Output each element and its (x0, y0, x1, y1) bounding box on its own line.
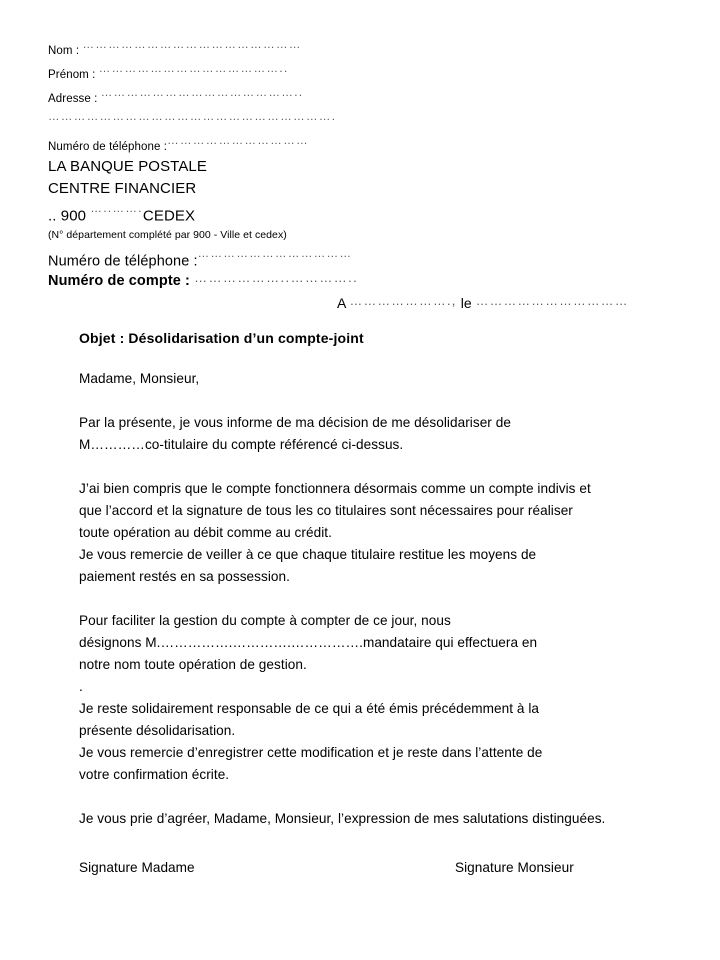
sender-name-line (48, 36, 348, 60)
sender-name-label: Nom : (48, 45, 80, 57)
account-number-line (48, 270, 358, 289)
paragraph-decision-line-1: Par la présente, je vous informe de ma décision de me désolidariser de (79, 415, 511, 430)
account-number-label: Numéro de compte : (48, 273, 190, 289)
sender-address-fill[interactable]: ……………………………………….. (100, 87, 304, 99)
recipient-phone-line (48, 244, 448, 273)
paragraph-mandataire-line-1: Pour faciliter la gestion du compte à compter de ce jour, nous (79, 613, 451, 628)
sender-address-line (48, 84, 348, 108)
paragraph-responsabilite-line-4: votre confirmation écrite. (79, 767, 230, 782)
date-prefix: le (460, 295, 472, 311)
sender-identity-block (48, 36, 348, 156)
account-number-fill[interactable]: ………………..………….. (194, 270, 359, 285)
subject-line: Objet : Désolidarisation d’un compte-joint (79, 330, 364, 346)
closing-text: Je vous prie d’agréer, Madame, Monsieur, l’expression de mes salutations distinguées. (79, 811, 606, 826)
sender-phone-line (48, 132, 348, 156)
sender-name-fill[interactable]: …………………………………………… (82, 39, 302, 51)
recipient-phone-label: Numéro de téléphone : (48, 253, 198, 270)
paragraph-mandataire-line-3: notre nom toute opération de gestion. (79, 657, 307, 672)
paragraph-decision (79, 412, 691, 456)
paragraph-responsabilite-line-1: Je reste solidairement responsable de ce qui a été émis précédemment à la (79, 701, 540, 716)
sender-firstname-label: Prénom : (48, 69, 96, 81)
recipient-phone-fill[interactable]: ……………………………… (197, 248, 353, 260)
recipient-cedex-line (48, 199, 448, 227)
sender-firstname-line (48, 60, 348, 84)
place-and-date-line (337, 294, 629, 311)
place-fill[interactable]: …………………., (349, 294, 457, 308)
paragraph-decision-line-2: M…………co-titulaire du compte référencé ci-dessus. (79, 437, 404, 452)
paragraph-indivis-line-5: paiement restés en sa possession. (79, 569, 290, 584)
signature-madame-label: Signature Madame (79, 860, 195, 875)
sender-address-label: Adresse : (48, 93, 98, 105)
recipient-cedex-suffix: CEDEX (142, 207, 196, 225)
paragraph-responsabilite-line-2: présente désolidarisation. (79, 723, 236, 738)
sender-firstname-fill[interactable]: …………………………………….. (98, 63, 289, 75)
paragraph-responsabilite (79, 698, 691, 786)
recipient-address-block (48, 156, 448, 273)
paragraph-responsabilite-line-3: Je vous remercie d’enregistrer cette modification et je reste dans l’attente de (79, 745, 543, 760)
stray-period: . (79, 679, 83, 694)
paragraph-indivis-line-4: Je vous remercie de veiller à ce que chaque titulaire restitue les moyens de (79, 547, 537, 562)
recipient-department-note: (N° département complété par 900 - Ville et cedex) (48, 229, 287, 241)
sender-address-line-2 (48, 108, 348, 132)
sender-phone-fill[interactable]: …………………………… (167, 135, 309, 147)
recipient-name-line-2: CENTRE FINANCIER (48, 179, 197, 197)
paragraph-indivis-line-2: que l’accord et la signature de tous les co titulaires sont nécessaires pour réaliser (79, 503, 573, 518)
recipient-name-line-1: LA BANQUE POSTALE (48, 158, 207, 175)
recipient-cedex-fill[interactable]: …..……. (90, 203, 143, 215)
salutation-paragraph (79, 368, 691, 390)
paragraph-indivis-line-1: J’ai bien compris que le compte fonctionnera désormais comme un compte indivis et (79, 481, 591, 496)
paragraph-mandataire-line-2: désignons M.…………….………….…………….mandataire qui effectuera en (79, 635, 538, 650)
closing-paragraph (79, 808, 691, 830)
salutation-text: Madame, Monsieur, (79, 371, 200, 386)
recipient-cedex-prefix: .. 900 (48, 207, 87, 225)
paragraph-indivis (79, 478, 691, 588)
signature-monsieur-label: Signature Monsieur (455, 860, 574, 875)
letter-body (79, 368, 691, 852)
date-fill[interactable]: …………………………… (475, 294, 629, 308)
paragraph-mandataire (79, 610, 691, 676)
sender-address-fill-2[interactable]: …………………………………………………………. (48, 111, 337, 123)
stray-period-paragraph (79, 676, 691, 698)
sender-phone-label: Numéro de téléphone : (48, 141, 168, 153)
place-prefix: A (337, 295, 346, 311)
paragraph-indivis-line-3: toute opération au débit comme au crédit. (79, 525, 332, 540)
